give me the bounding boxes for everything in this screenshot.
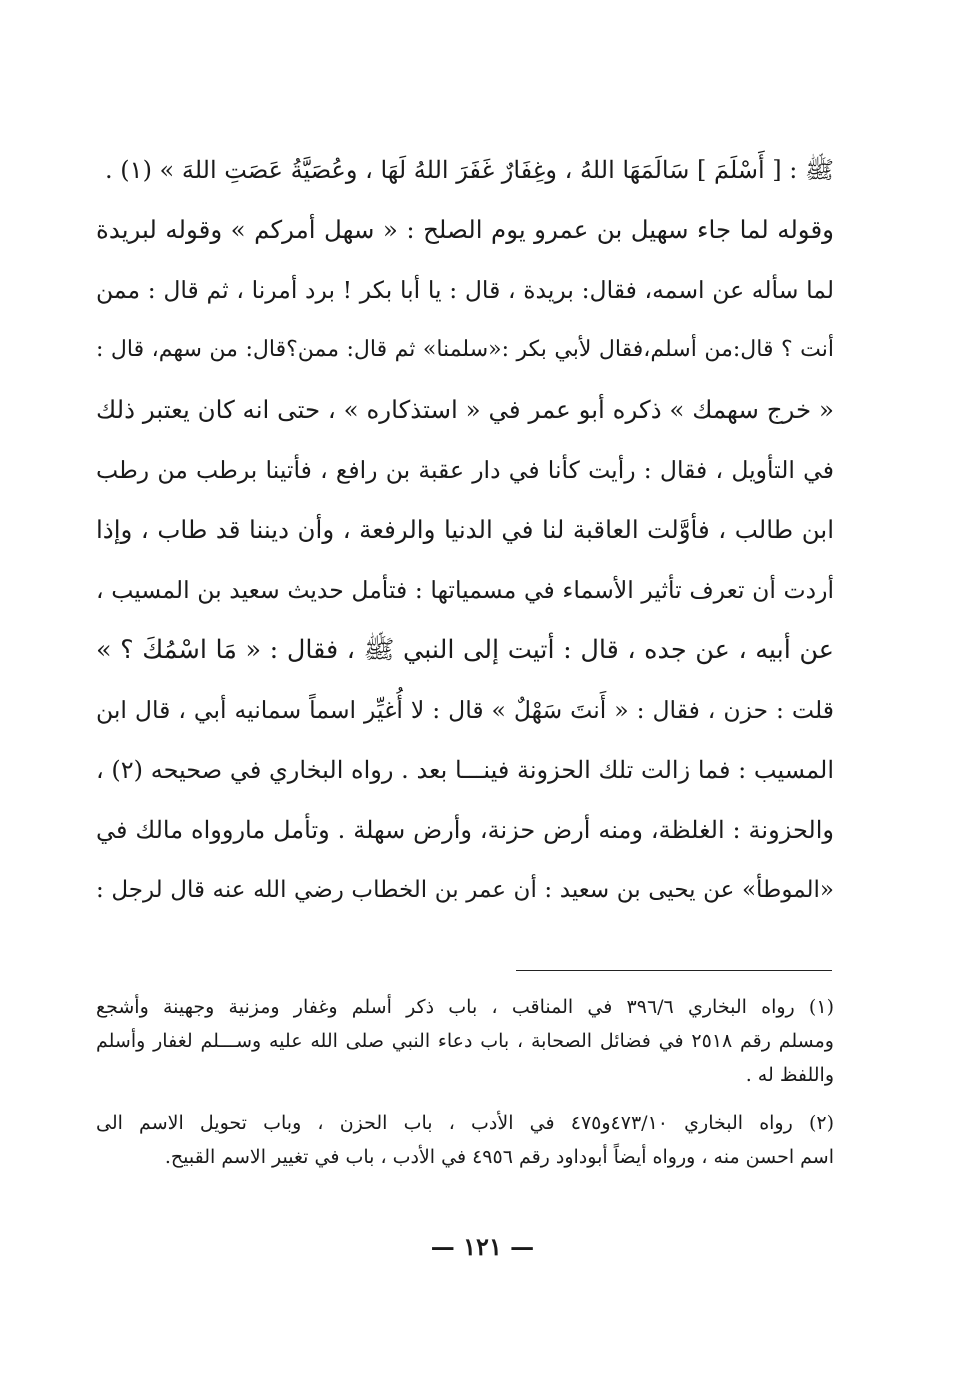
text-line-7: ابن طالب ، فأوَّلت العاقبة لنا في الدنيا والرفعة ، وأن ديننا قد طاب ، وإذا bbox=[96, 515, 834, 544]
text-line-5: « خرج سهمك » ذكره أبو عمر في « استذكاره » ، حتى انه كان يعتبر ذلك bbox=[96, 395, 834, 424]
footnote-separator bbox=[516, 970, 832, 971]
text-line-6: في التأويل ، فقال : رأيت كأنا في دار عقبة بن رافع ، فأتينا برطب من رطب bbox=[96, 456, 834, 484]
footnote-1-line-2: ومسلم رقم ٢٥١٨ في فضائل الصحابة ، باب دعاء النبي صلى الله عليه وســـلم لغفار وأسلم bbox=[96, 1030, 834, 1052]
text-line-8: أردت أن تعرف تأثير الأسماء في مسمياتها : فتأمل حديث سعيد بن المسيب ، bbox=[96, 576, 834, 604]
text-line-2: وقوله لما جاء سهيل بن عمرو يوم الصلح : « سهل أمركم » وقوله لبريدة bbox=[96, 215, 834, 244]
main-text bbox=[96, 140, 834, 920]
footnote-gap bbox=[96, 1092, 834, 1106]
page-number: — ١٢١ — bbox=[430, 1232, 535, 1261]
text-line-11: المسيب : فما زالت تلك الحزونة فينـــا بعد . رواه البخاري في صحيحه (٢) ، bbox=[96, 756, 834, 784]
text-line-9: عن أبيه ، عن جده ، قال : أتيت إلى النبي ﷺ ، فقال : « مَا اسْمُكَ ؟ » bbox=[96, 635, 834, 665]
footnote-1-line-3: واللفظ له . bbox=[745, 1064, 834, 1086]
footnote-2-line-2: اسم احسن منه ، ورواه أيضاً أبوداود رقم ٤٩٥٦ في الأدب ، باب في تغيير الاسم القبيح. bbox=[164, 1146, 834, 1168]
text-line-1: ﷺ : [ أَسْلَمَ ] سَالَمَهَا اللهُ ، وغِفَارٌ غَفَرَ اللهُ لَهَا ، وعُصَيَّةُ عَصَتِ اللهَ » (١) . bbox=[105, 156, 834, 184]
footnotes bbox=[96, 990, 834, 1174]
footnote-1-line-1: (١) رواه البخاري ٣٩٦/٦ في المناقب ، باب ذكر أسلم وغفار ومزنية وجهينة وأشجع bbox=[96, 996, 834, 1018]
text-line-10: قلت : حزن ، فقال : « أَنتَ سَهْلٌ » قال : لا أُغيِّر اسماً سمانيه أبي ، قال ابن bbox=[96, 696, 834, 724]
text-line-12: والحزونة : الغلظة، ومنه أرض حزنة، وأرض سهلة . وتأمل ماروواه مالك في bbox=[96, 816, 834, 844]
text-line-13: «الموطأ» عن يحيى بن سعيد : أن عمر بن الخطاب رضي الله عنه قال لرجل : bbox=[96, 877, 834, 903]
text-line-3: لما سأله عن اسمه، فقال: بريدة ، قال : يا أبا بكر ! برد أمرنا ، ثم قال : ممن bbox=[96, 276, 834, 304]
text-line-4: أنت ؟ قال:من أسلم،فقال لأبي بكر :«سلمنا» ثم قال: ممن؟قال: من سهم، قال : bbox=[96, 337, 834, 362]
footnote-2-line-1: (٢) رواه البخاري ٤٧٣/١٠و٤٧٥ في الأدب ، باب الحزن ، وباب تحويل الاسم الى bbox=[96, 1112, 834, 1134]
